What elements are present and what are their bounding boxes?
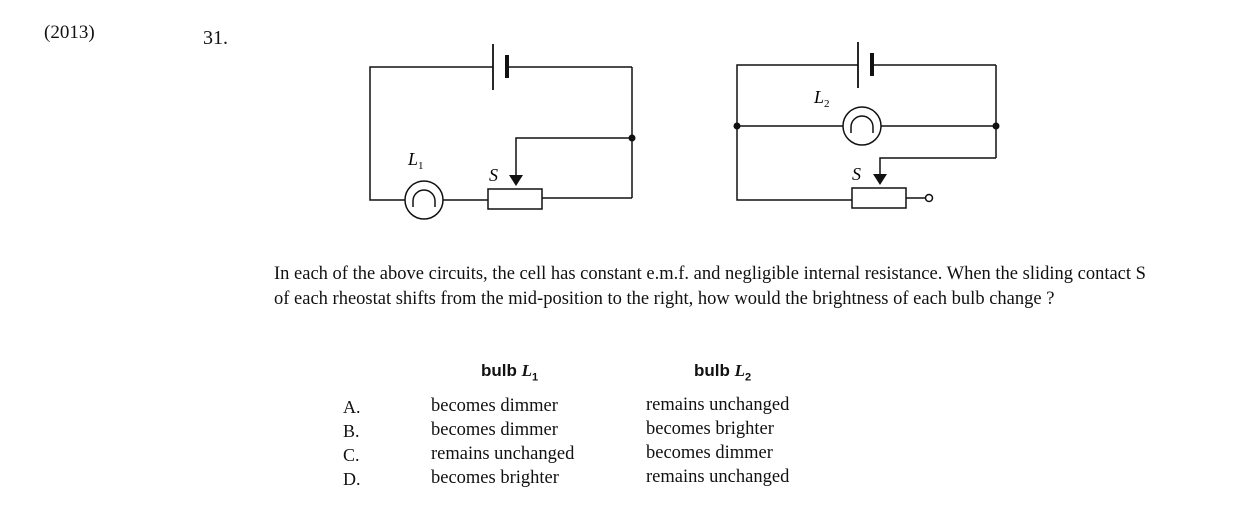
option-a-bulb1: becomes dimmer [431,396,558,416]
exam-year: (2013) [44,22,95,43]
circuit-2-top-left-wire [737,65,858,200]
circuit-1-rheostat [488,189,542,209]
circuit-1-bulb-icon [405,181,443,219]
option-d-letter[interactable]: D. [343,469,361,489]
option-a-bulb2: remains unchanged [646,395,790,415]
question-stem: In each of the above circuits, the cell has constant e.m.f. and negligible internal resistance. When the sliding contact S of each rheostat shifts from the mid-position to the right, how would the brightness of each bulb change ? [274,264,1146,309]
option-a-letter[interactable]: A. [343,397,361,417]
option-b-letter[interactable]: B. [343,421,360,441]
circuit-2-right-junction-dot [993,123,1000,130]
circuit-2-cell [858,42,872,88]
circuit-1-bulb-label: $L_1$ [408,149,424,172]
circuit-1-top-left-wire [370,67,493,200]
column-header-bulb-l2: bulb $L_2$ [694,361,752,384]
circuit-2-slider-wire [880,158,996,174]
option-c-letter[interactable]: C. [343,445,360,465]
circuit-1-cell [493,44,507,90]
option-d-bulb1: becomes brighter [431,468,559,488]
circuit-2-left-junction-dot [734,123,741,130]
option-c-bulb1: remains unchanged [431,444,575,464]
circuit-1-contact-label: S [489,165,498,185]
circuit-2-contact-label: S [852,164,861,184]
circuit-2-open-terminal [926,195,933,202]
circuit-1-junction-dot [629,135,636,142]
option-d-bulb2: remains unchanged [646,467,790,487]
circuit-2-slider-arrow [873,174,887,185]
option-b-bulb2: becomes brighter [646,419,774,439]
circuit-2-bulb-icon [843,107,881,145]
option-b-bulb1: becomes dimmer [431,420,558,440]
circuit-1-wires [370,67,632,200]
circuit-2-bulb-label: $L_2$ [814,87,830,110]
question-number: 31. [203,27,228,49]
circuit-1-slider-wire [516,138,632,175]
option-c-bulb2: becomes dimmer [646,443,773,463]
column-header-bulb-l1: bulb $L_1$ [481,361,539,384]
circuit-1-slider-arrow [509,175,523,186]
circuit-2-rheostat [852,188,906,208]
